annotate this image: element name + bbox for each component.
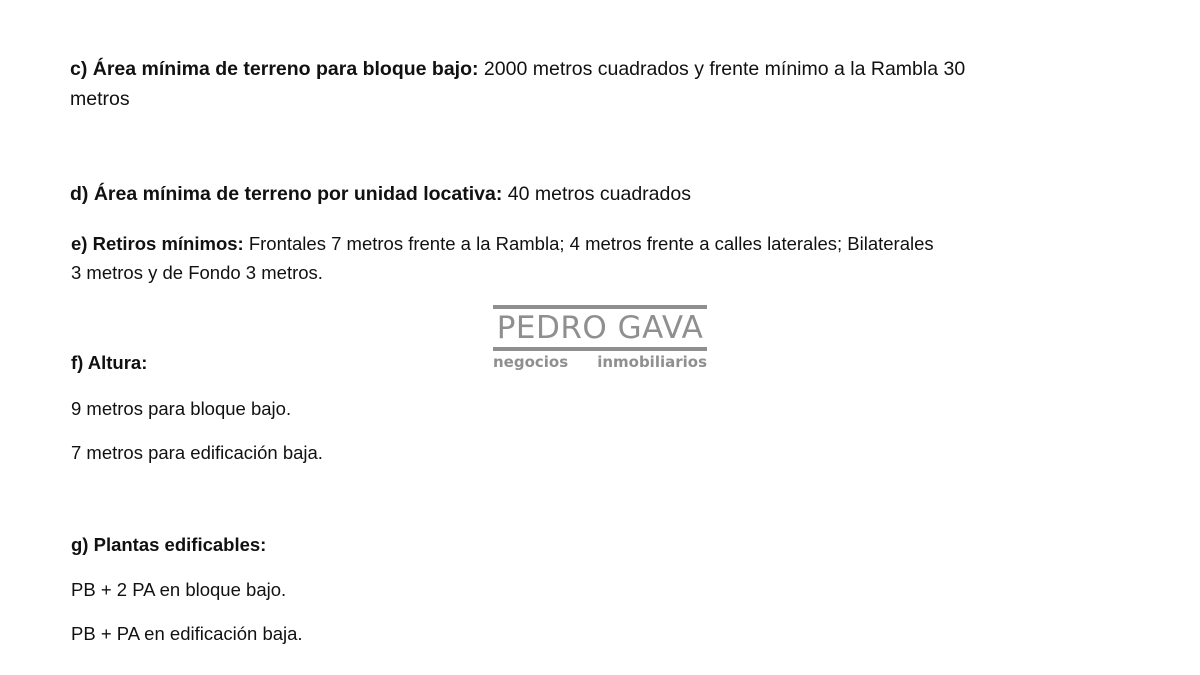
watermark-bottom-bar [493,347,707,351]
section-c-line2: metros [70,88,130,110]
section-e-label: e) Retiros mínimos: [71,233,244,254]
section-g-item-1: PB + 2 PA en bloque bajo. [71,579,287,600]
section-c-text: 2000 metros cuadrados y frente mínimo a la Rambla 30 [478,58,966,80]
watermark-sub-left: negocios [493,353,569,371]
pedro-gava-watermark-logo [493,305,707,373]
watermark-sub-right: inmobiliarios [597,353,707,371]
section-f-item-2: 7 metros para edificación baja. [71,442,323,463]
section-e-line2: 3 metros y de Fondo 3 metros. [71,262,323,283]
section-f-item-1: 9 metros para bloque bajo. [71,398,292,419]
section-e-text: Frontales 7 metros frente a la Rambla; 4 metros frente a calles laterales; Bilaterales [243,233,934,254]
watermark-top-bar [493,305,707,309]
section-d-line [70,179,691,209]
section-e-line1 [71,229,934,259]
section-g-heading [71,530,266,560]
section-c-line1 [70,54,965,84]
section-c-label: c) Área mínima de terreno para bloque bajo: [70,58,479,80]
watermark-title: PEDRO GAVA [496,310,704,346]
section-g-label: g) Plantas edificables: [71,534,267,555]
section-f-label: f) Altura: [71,352,148,373]
section-d-label: d) Área mínima de terreno por unidad locativa: [70,183,503,205]
section-g-item-2: PB + PA en edificación baja. [71,623,303,644]
section-f-heading [71,348,147,378]
section-d-text: 40 metros cuadrados [502,183,691,205]
